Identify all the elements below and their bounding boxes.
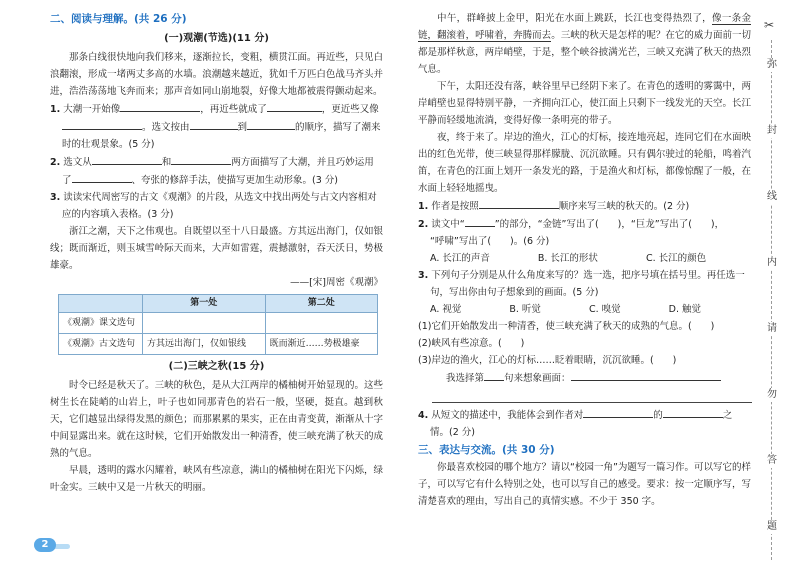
seal-char: 答 — [764, 454, 780, 468]
r-question-4: 4. 从短文的描述中，我能体会到作者对 的 之情。(2 分) — [418, 406, 751, 441]
left-column — [50, 10, 383, 496]
table-header-row: 第一处 第二处 — [59, 295, 378, 313]
r-question-2: 2. 读文中“ ”的部分，“金链”写出了( )，“巨龙”写出了( )， “呼啸”写出了( )。(6 分) — [418, 215, 751, 250]
r-q3-options — [418, 301, 751, 318]
table-row: 《观潮》古文选句 方其远出海门，仅如银线 既而渐近……势极雄豪 — [59, 334, 378, 355]
scissors-icon: ✂ — [764, 18, 775, 32]
comparison-table — [58, 294, 378, 355]
q2-blank-2[interactable] — [171, 153, 231, 165]
classical-excerpt: 浙江之潮，天下之伟观也。自既望以至十八日最盛。方其远出海门，仅如银线；既而渐近，则玉城雪岭际天而来，大声如雷霆，震撼激射，吞天沃日，势极雄豪。 — [50, 226, 383, 271]
passage2-paragraph-4: 下午，太阳还没有落，峡谷里早已经阴下来了。在青色的透明的雾霭中，两岸峭壁也显得特别平静，一齐拥向江心，使江面上只剩下一线发光的天空。长江平静而轻缓地流淌，变得好像一条明亮的带子。 — [418, 81, 751, 126]
q1-blank-5[interactable] — [247, 118, 295, 130]
q1-blank-3[interactable] — [62, 118, 142, 130]
r-q4-blank-1[interactable] — [583, 406, 653, 418]
right-column — [418, 10, 751, 510]
page-number: 2 — [34, 538, 56, 552]
section2-heading: 二、阅读与理解。(共 26 分) — [50, 13, 187, 25]
r-q3-choose-blank[interactable] — [484, 369, 504, 381]
r-question-3: 3. 下列句子分别是从什么角度来写的？选一选，把序号填在括号里。再任选一句，写出你由句子想象到的画面。(5 分) — [418, 270, 745, 298]
table-row: 《观潮》课文选句 — [59, 313, 378, 334]
seal-char: 内 — [764, 256, 780, 270]
table-answer-cell-1[interactable] — [143, 313, 266, 334]
passage2-paragraph-5: 夜，终于来了。岸边的渔火，江心的灯标，接连地亮起，连同它们在水面映出的红色光带，使三峡显得那样朦胧、沉沉欲睡。只有偶尔驶过的轮船，鸣着汽笛，在青色的江面上划开一条发光的路，于是渔火和灯标，都像惊醒了一般，在水面上轻轻地摇曳。 — [418, 132, 751, 194]
answer-line[interactable] — [432, 387, 752, 403]
q1-blank-1[interactable] — [120, 100, 200, 112]
question-1: 1. 大潮一开始像 ，再近些就成了 ，更近些又像。选文按由 到 的顺序，描写了潮来时的壮观景象。(5 分) — [50, 100, 383, 153]
r-q3-choose: 我选择第 句来想象画面： — [418, 369, 751, 387]
seal-char: 弥 — [764, 58, 780, 72]
seal-char: 题 — [764, 520, 780, 534]
passage2-paragraph-2: 早晨，透明的露水闪耀着，峡风有些凉意，满山的橘柚树在阳光下闪烁，绿叶金实。三峡中又是一片秋天的明丽。 — [50, 465, 383, 493]
passage2-paragraph-3: 中午，群峰披上金甲，阳光在水面上跳跃，长江也变得热烈了，像一条金链，翻滚着，呼啸着，奔腾而去。三峡的秋天是怎样的呢？在它的威力面前一切都是那样秋意，两岸峭壁，于是，整个峡谷披满光芒，三峡又充满了秋天的热烈气息。 — [418, 13, 751, 75]
r-q3-sentence-1: (1)它们开始散发出一种清香，使三峡充满了秋天的成熟的气息。( ) — [418, 321, 715, 332]
option-a[interactable]: A. 视觉 — [430, 304, 462, 315]
option-b[interactable]: B. 听觉 — [509, 304, 541, 315]
r-q2-options — [418, 250, 751, 267]
section3-heading: 三、表达与交流。(共 30 分) — [418, 444, 555, 456]
seal-strip — [762, 0, 782, 566]
seal-char: 封 — [764, 124, 780, 138]
question-3: 3. 读读宋代周密写的古文《观潮》的片段，从选文中找出两处与古文内容相对应的内容填入表格。(3 分) — [50, 192, 377, 220]
q1-blank-2[interactable] — [267, 100, 322, 112]
seal-dashed-line — [771, 40, 772, 560]
q1-blank-4[interactable] — [190, 118, 238, 130]
r-q4-blank-2[interactable] — [663, 406, 723, 418]
passage1-paragraph: 那条白线很快地向我们移来，逐渐拉长，变粗，横贯江面。再近些，只见白浪翻滚，形成一堵两丈多高的水墙。浪潮越来越近，犹如千万匹白色战马齐头并进，浩浩荡荡地飞奔而来；那声音如同山崩地裂，好像大地都被震得颤动起来。 — [50, 52, 383, 97]
option-b[interactable]: B. 长江的形状 — [537, 253, 598, 264]
option-d[interactable]: D. 触觉 — [668, 304, 701, 315]
r-question-1: 1. 作者是按照 顺序来写三峡的秋天的。(2 分) — [418, 197, 751, 215]
passage1-title: (一)观潮(节选)(11 分) — [164, 33, 269, 44]
q2-blank-3[interactable] — [72, 171, 132, 183]
option-a[interactable]: A. 长江的声音 — [430, 253, 490, 264]
seal-char: 勿 — [764, 388, 780, 402]
r-q3-sentence-2: (2)峡风有些凉意。( ) — [418, 338, 525, 349]
seal-char: 请 — [764, 322, 780, 336]
r-q3-sentence-3: (3)岸边的渔火，江心的灯标……眨着眼睛，沉沉欲睡。( ) — [418, 355, 677, 366]
question-2: 2. 选文从 和 两方面描写了大潮，并且巧妙运用了 、夸张的修辞手法，使描写更加生动形象。(3 分) — [50, 153, 383, 189]
table-answer-cell-2[interactable] — [265, 313, 377, 334]
r-q1-blank[interactable] — [479, 197, 559, 209]
passage2-title: (二)三峡之秋(15 分) — [168, 361, 265, 372]
passage2-paragraph-1: 时令已经是秋天了。三峡的秋色，是从大江两岸的橘柚树开始显现的。这些树生长在陡峭的山岩上，叶子也如同那青色的岩石一般，坚硬，挺直。越到秋天，它们越显出绿得发黑的颜色；而那累累的果实，正在由青变黄，渐渐从十字中间显露出来。就在这时候，它们开始散发出一种清香，使三峡充满了秋天的成熟的气息。 — [50, 380, 383, 459]
r-q2-blank[interactable] — [465, 215, 495, 227]
classical-source: ——[宋]周密《观潮》 — [290, 277, 383, 288]
option-c[interactable]: C. 长江的颜色 — [645, 253, 707, 264]
essay-prompt: 你最喜欢校园的哪个地方？请以“校园一角”为题写一篇习作。可以写它的样子，可以写它有什么特别之处，也可以写自己的感受。要求：按一定顺序写，写清楚喜欢的理由，写出自己的真情实感。不少于 350 字。 — [418, 462, 751, 507]
r-q3-imagine-blank[interactable] — [571, 369, 721, 381]
option-c[interactable]: C. 嗅觉 — [588, 304, 621, 315]
seal-char: 线 — [764, 190, 780, 204]
underlined-sentence: 像一条金链，翻滚着，呼啸着，奔腾而去 — [418, 13, 751, 41]
q2-blank-1[interactable] — [92, 153, 162, 165]
